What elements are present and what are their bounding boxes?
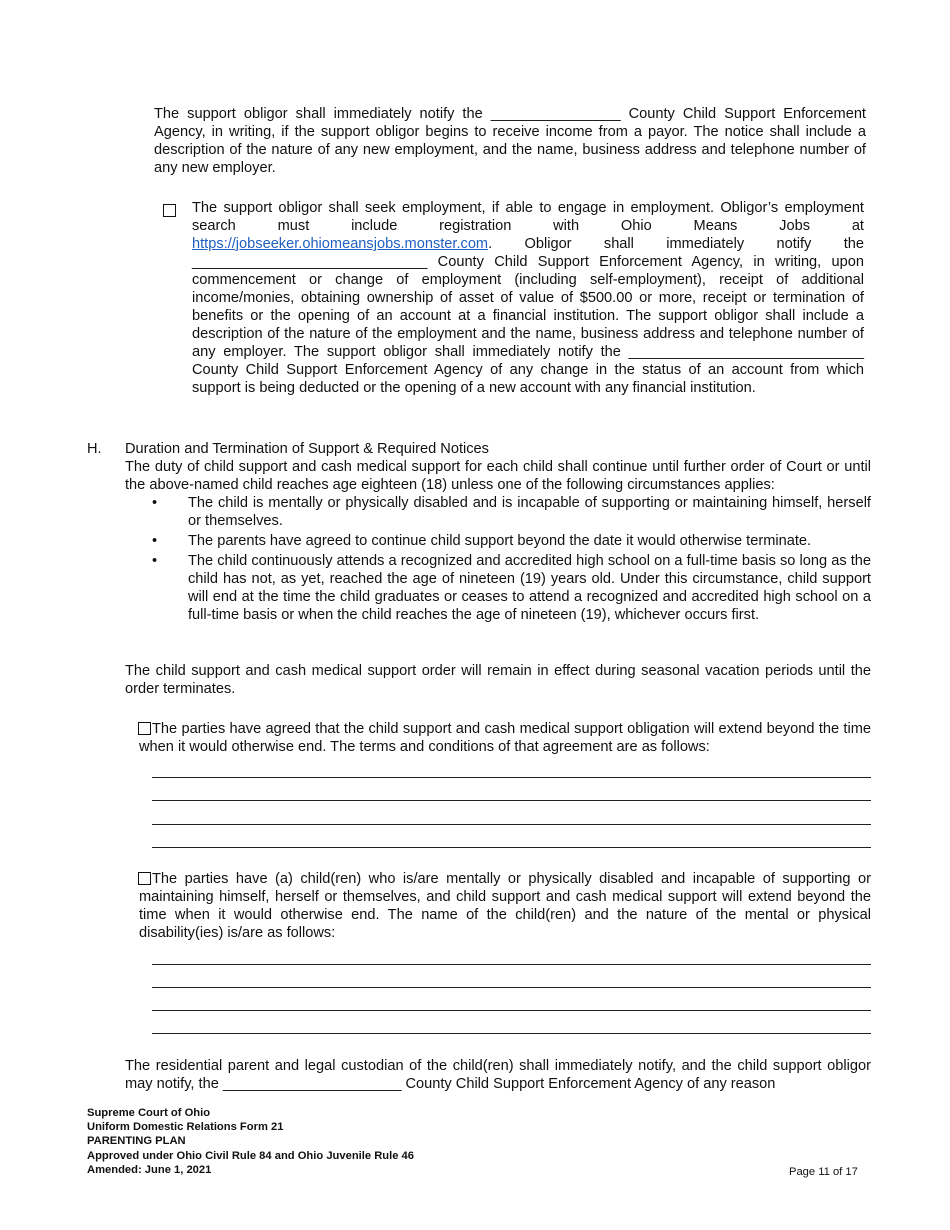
footer-plan-title: PARENTING PLAN xyxy=(87,1135,186,1148)
list-item-text: The child is mentally or physically disabled and is incapable of supporting or maintaining himself, herself or themselves. xyxy=(188,495,871,529)
section-h-heading xyxy=(87,440,517,458)
agreement-terms-line[interactable] xyxy=(152,800,871,801)
county-blank: _____________________________ xyxy=(628,344,864,360)
notify-payor-text-after: County Child Support Enforcement Agency, in writing, if the support obligor begins to receive income from a payor. The notice shall include a description of the nature of any new employment, and the name, business address and telephone number of any new employer. xyxy=(154,106,866,176)
list-item xyxy=(152,532,871,550)
seek-employment-checkbox[interactable] xyxy=(163,204,176,217)
notify-payor-text-before: The support obligor shall immediately notify the xyxy=(154,106,491,122)
agreement-terms-line[interactable] xyxy=(152,847,871,848)
residential-parent-paragraph xyxy=(125,1057,871,1093)
residential-text-before: The residential parent and legal custodian of the child(ren) shall immediately notify, and the child support obligor may notify, the xyxy=(125,1058,871,1092)
footer-court: Supreme Court of Ohio xyxy=(87,1107,211,1119)
seasonal-paragraph: The child support and cash medical support order will remain in effect during seasonal vacation periods until the order terminates. xyxy=(125,663,871,697)
disability-details-line[interactable] xyxy=(152,1010,871,1011)
bullet-icon: • xyxy=(152,533,158,549)
notify-payor-paragraph xyxy=(154,105,866,177)
list-item-text: The parents have agreed to continue child support beyond the date it would otherwise terminate. xyxy=(188,533,812,549)
bullet-icon: • xyxy=(152,495,158,511)
list-item xyxy=(152,494,871,530)
county-blank: ________________ xyxy=(490,106,621,122)
footer-amended: Amended: June 1, 2021 xyxy=(87,1163,212,1176)
section-h-label: H. xyxy=(87,441,102,457)
ohio-means-jobs-link[interactable]: https://jobseeker.ohiomeansjobs.monster.com xyxy=(192,236,489,252)
agreement-terms-line[interactable] xyxy=(152,777,871,778)
agreement-option-text: The parties have agreed that the child support and cash medical support obligation will extend beyond the time when it would otherwise end. The terms and conditions of that agreement are as follows: xyxy=(139,721,871,755)
list-item xyxy=(152,552,871,624)
seek-employment-paragraph xyxy=(192,199,864,397)
county-blank: _____________________________ xyxy=(192,254,428,270)
seek-employment-text-2: . Obligor shall immediately notify the xyxy=(488,236,864,252)
section-h-intro: The duty of child support and cash medical support for each child shall continue until further order of Court or until the above-named child reaches age eighteen (18) unless one of the following circumstances applies: xyxy=(125,459,871,493)
disability-details-line[interactable] xyxy=(152,987,871,988)
county-blank: ______________________ xyxy=(222,1076,402,1092)
section-h-title: Duration and Termination of Support & Required Notices xyxy=(125,441,489,457)
disability-details-line[interactable] xyxy=(152,964,871,965)
seek-employment-text-4: County Child Support Enforcement Agency of any change in the status of an account from which support is being deducted or the opening of a new account with any financial institution. xyxy=(192,362,864,396)
footer-form-name: Uniform Domestic Relations Form 21 xyxy=(87,1121,284,1134)
disability-details-line[interactable] xyxy=(152,1033,871,1034)
seek-employment-text-1: The support obligor shall seek employment, if able to engage in employment. Obligor’s employment search must include registration with Ohio Means Jobs at xyxy=(192,200,864,234)
bullet-icon: • xyxy=(152,553,158,569)
seek-employment-text-3: County Child Support Enforcement Agency, in writing, upon commencement or change of employment (including self-employment), receipt of additional income/monies, obtaining ownership of asset of value of $500.00 or more, receipt or termination of benefits or the opening of an account at a financial institution. The support obligor shall include a description of the nature of the employment and the name, business address and telephone number of any employer. The support obligor shall immediately notify the xyxy=(192,254,864,360)
form-footer xyxy=(87,1106,414,1177)
agreement-terms-line[interactable] xyxy=(152,824,871,825)
footer-approval: Approved under Ohio Civil Rule 84 and Ohio Juvenile Rule 46 xyxy=(87,1149,414,1162)
disability-option-text: The parties have (a) child(ren) who is/are mentally or physically disabled and incapable of supporting or maintaining himself, herself or themselves, and child support and cash medical support will extend beyond the time when it would otherwise end. The name of the child(ren) and the nature of the mental or physical disability(ies) is/are as follows: xyxy=(139,871,871,941)
list-item-text: The child continuously attends a recognized and accredited high school on a full-time basis so long as the child has not, as yet, reached the age of nineteen (19) years old. Under this circumstance, child support will end at the time the child graduates or ceases to attend a recognized and accredited high school on a full-time basis or when the child reaches the age of nineteen (19), whichever occurs first. xyxy=(188,553,871,623)
circumstances-list xyxy=(152,494,871,626)
residential-text-after: County Child Support Enforcement Agency of any reason xyxy=(401,1076,776,1092)
page-number: Page 11 of 17 xyxy=(789,1166,858,1178)
